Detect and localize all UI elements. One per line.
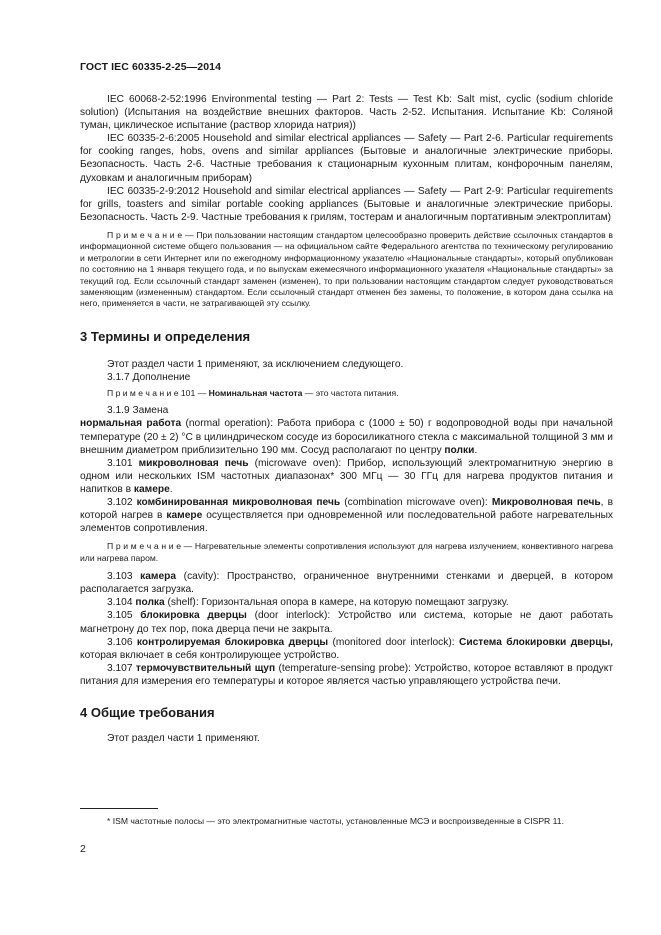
definition-3-102: 3.102 комбинированная микроволновая печь (combination microwave oven): Микроволновая печь, в которой нагрев в камере осуществляется при одновременной или последовательной работе нагревательных элементов сопротивления. [80,497,613,535]
note-referenced-standards [80,230,613,310]
footnote-separator [80,808,158,809]
definition-3-101: 3.101 микроволновая печь (microwave oven): Прибор, использующий электромагнитную энергию в одном или нескольких ISM частотных диапазонах* 300 МГц — 30 ГГц для нагрева продуктов питания и напитков в камере. [80,457,613,495]
term-normal-operation: нормальная работа [80,418,182,430]
page-header-standard-id: ГОСТ IEC 60335-2-25—2014 [80,61,222,73]
note-label: П р и м е ч а н и е [107,541,182,552]
clause-3-1-9: 3.1.9 Замена [107,405,169,417]
clause-3-1-7: 3.1.7 Дополнение [107,371,191,383]
term-temperature-sensing-probe: термочувствительный щуп [135,662,276,674]
note-label: П р и м е ч а н и е [107,229,183,240]
reference-iec-60335-2-6: IEC 60335-2-6:2005 Household and similar electrical appliances — Safety — Part 2-6. Particular requirements for cooking ranges, hobs, ovens and similar appliances (Бытовые и аналогичные электрические приборы. Безопасность. Часть 2-6. Частные требования к стационарным кухонным плитам, конфорочным панелям, духовкам и аналогичным приборам) [80,133,613,184]
definition-3-106: 3.106 контролируемая блокировка дверцы (monitored door interlock): Система блокировки дверцы, которая включает в себя контролирующее устройство. [80,636,613,661]
note-label: П р и м е ч а н и е [107,387,179,398]
term-cavity: камера [140,571,177,583]
page-number: 2 [80,843,86,855]
term-combination-microwave-oven: комбинированная микроволновая печь [136,497,341,509]
term-rated-frequency: Номинальная частота [208,387,303,398]
section-4-intro: Этот раздел части 1 применяют. [107,732,260,744]
definition-3-107: 3.107 термочувствительный щуп (temperature-sensing probe): Устройство, которое вставляют в продукт питания для измерения его температуры и которое является частью управляющего устройства печи. [80,662,613,687]
definition-3-105: 3.105 блокировка дверцы (door interlock): Устройство или система, которые не дают работать магнетрону до тех пор, пока дверца печи не закрыта. [80,610,613,635]
section-3-intro: Этот раздел части 1 применяют, за исключением следующего. [107,358,404,370]
definition-3-103: 3.103 камера (cavity): Пространство, ограниченное внутренними стенками и дверцей, в котором располагается загрузка. [80,571,613,596]
page-content [80,93,613,745]
term-door-interlock: блокировка дверцы [140,610,247,622]
section-4-heading: 4 Общие требования [80,704,215,720]
section-3-heading: 3 Термины и определения [80,328,251,344]
footnote-ism: * ISM частотные полосы — это электромагнитные частоты, установленные МСЭ и воспроизведенные в CISPR 11. [107,816,564,826]
term-monitored-door-interlock: контролируемая блокировка дверцы [136,636,329,648]
definition-3-104: 3.104 полка (shelf): Горизонтальная опора в камере, на которую помещают загрузку. [107,597,509,609]
reference-iec-60068-2-52: IEC 60068-2-52:1996 Environmental testing — Part 2: Tests — Test Kb: Salt mist, cyclic (sodium chloride solution) (Испытания на воздействие внешних факторов. Часть 2-52. Испытания. Испытание Kb: Соляной туман, циклическое испытание (раствор хлорида натрия)) [80,94,613,132]
note-text: — При пользовании настоящим стандартом целесообразно проверить действие ссылочных стандартов в информационной системе общего пользования — на официальном сайте Федерального агентства по техническому регулированию и метрологии в сети Интернет или по ежегодному информационному указателю «Национальные стандарты», который опубликован по состоянию на 1 января текущего года, и по выпускам ежемесячного информационного указателя «Национальные стандарты» за текущий год. Если ссылочный стандарт заменен (изменен), то при пользовании настоящим стандартом следует руководствоваться заменяющим (измененным) стандартом. Если ссылочный стандарт отменен без замены, то положение, в котором дана ссылка на него, применяется в части, не затрагивающей эту ссылку. [80,229,613,309]
note-text: — Нагревательные элементы сопротивления используют для нагрева излучением, конвективного нагрева или нагрева паром. [80,541,613,563]
note-number: 101 — [178,387,209,398]
term-shelf: полка [135,597,165,609]
note-resistance-heating [80,541,613,564]
term-microwave-oven: микроволновая печь [138,457,249,469]
reference-iec-60335-2-9: IEC 60335-2-9:2012 Household and similar electrical appliances — Safety — Part 2-9: Particular requirements for grills, toasters and similar portable cooking appliances (Бытовые и аналогичные электрические приборы. Безопасность. Часть 2-9. Частные требования к грилям, тостерам и аналогичным портативным электроплитам) [80,185,613,223]
note-101 [80,388,613,399]
definition-normal-operation: нормальная работа (normal operation): Работа прибора с (1000 ± 50) г водопроводной воды при начальной температуре (20 ± 2) °C в цилиндрическом сосуде из боросиликатного стекла с максимальной толщиной 3 мм и внешним диаметром приблизительно 190 мм. Сосуд располагают по центру полки. [80,418,613,456]
note-text: — это частота питания. [302,387,399,398]
